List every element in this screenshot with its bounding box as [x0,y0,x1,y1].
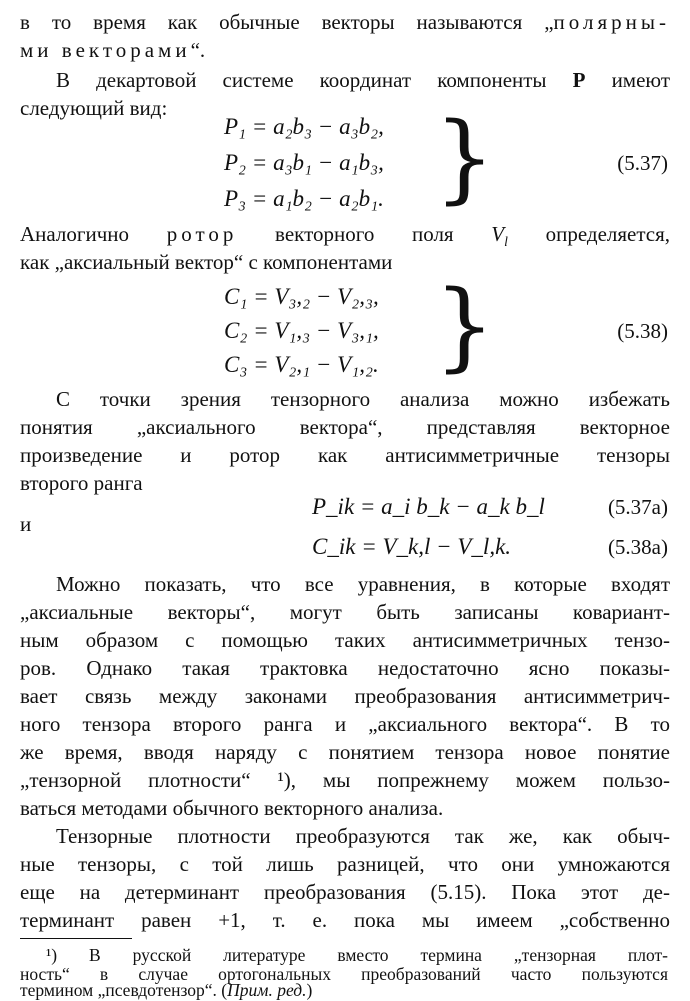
text-fragment: Аналогично [20,222,130,246]
text-fragment: ) [306,980,313,1000]
text-line: Тензорные плотности преобразуются так же, как обыч- [56,824,670,848]
text-line: „тензорной плотности“ ¹), мы попрежнему можем пользо- [20,768,670,792]
text-fragment: векторного поля [275,222,454,246]
text-line: ные тензоры, с той лишь разницей, что они умножаются [20,852,670,876]
spaced-term: ми векторами [20,38,191,62]
equation-line: P₁ = a₂b₃ − a₃b₂, [224,114,384,139]
text-line: С точки зрения тензорного анализа можно избежать [56,387,670,411]
equation-number: (5.38a) [607,535,668,559]
text-line: понятия „аксиального вектора“, представляя векторное [20,415,670,439]
footnote-line [20,979,668,1001]
text-line: ров. Однако такая трактовка недостаточно ясно показы- [20,656,670,680]
vector-symbol: P [572,68,586,92]
vector-symbol: V [491,222,505,246]
text-line: ного тензора второго ранга и „аксиального вектора“. В то [20,712,670,736]
footnote-line: ¹) В русской литературе вместо термина „тензорная плот- [46,945,668,965]
editor-note: Прим. ред. [227,980,307,1000]
spaced-term: ротор [166,222,238,246]
right-brace-icon: } [434,270,496,382]
equation-line: P_ik = a_i b_k − a_k b_l [312,494,545,519]
equation-number: (5.37a) [607,495,668,519]
text-line: второго ранга [20,471,143,495]
equation-line: P₃ = a₁b₂ − a₂b₁. [224,186,384,211]
text-line: терминант равен +1, т. е. пока мы имеем „собственно [20,908,670,932]
equation-line: C₂ = V₁,₃ − V₃,₁, [224,318,379,343]
text-fragment: термином „псевдотензор“. ( [20,980,228,1000]
text-line: же время, вводя наряду с понятием тензора новое понятие [20,740,670,764]
text-line: ваться методами обычного векторного анализа. [20,796,444,820]
text-line [20,8,670,36]
text-line: Можно показать, что все уравнения, в которые входят [56,572,670,596]
equation-line: P₂ = a₃b₁ − a₁b₃, [224,150,384,175]
text-fragment: “. [190,38,206,62]
text-fragment: определяется, [545,222,671,246]
text-line: еще на детерминант преобразования (5.15). Пока этот де- [20,880,670,904]
index-symbol: l [504,233,508,249]
text-fragment: имеют [611,68,670,92]
text-fragment: в то время как обычные векторы называются „ [20,10,554,34]
equation-line: C₃ = V₂,₁ − V₁,₂. [224,352,379,377]
equation-line: C_ik = V_k,l − V_l,k. [312,534,512,559]
text-line: „аксиальные векторы“, могут быть записаны ковариант- [20,600,670,624]
right-brace-icon: } [434,102,496,214]
text-fragment: В декартовой системе координат компоненты [56,68,547,92]
text-line: как „аксиальный вектор“ с компонентами [20,250,393,274]
text-line: произведение и ротор как антисимметричные тензоры [20,443,670,467]
equation-number: (5.37) [617,151,668,175]
text-line [56,66,670,94]
spaced-term: полярны- [553,10,670,34]
text-line: ным образом с помощью таких антисимметричных тензо- [20,628,670,652]
equation-line: C₁ = V₃,₂ − V₂,₃, [224,284,379,309]
equation-number: (5.38) [617,319,668,343]
footnote-separator [20,938,132,939]
text-line: следующий вид: [20,96,168,120]
text-line [20,36,670,64]
text-line: и [20,512,32,536]
footnote-line: ность“ в случае ортогональных преобразований часто пользуются [20,964,668,984]
text-line: вает связь между законами преобразования антисимметрич- [20,684,670,708]
